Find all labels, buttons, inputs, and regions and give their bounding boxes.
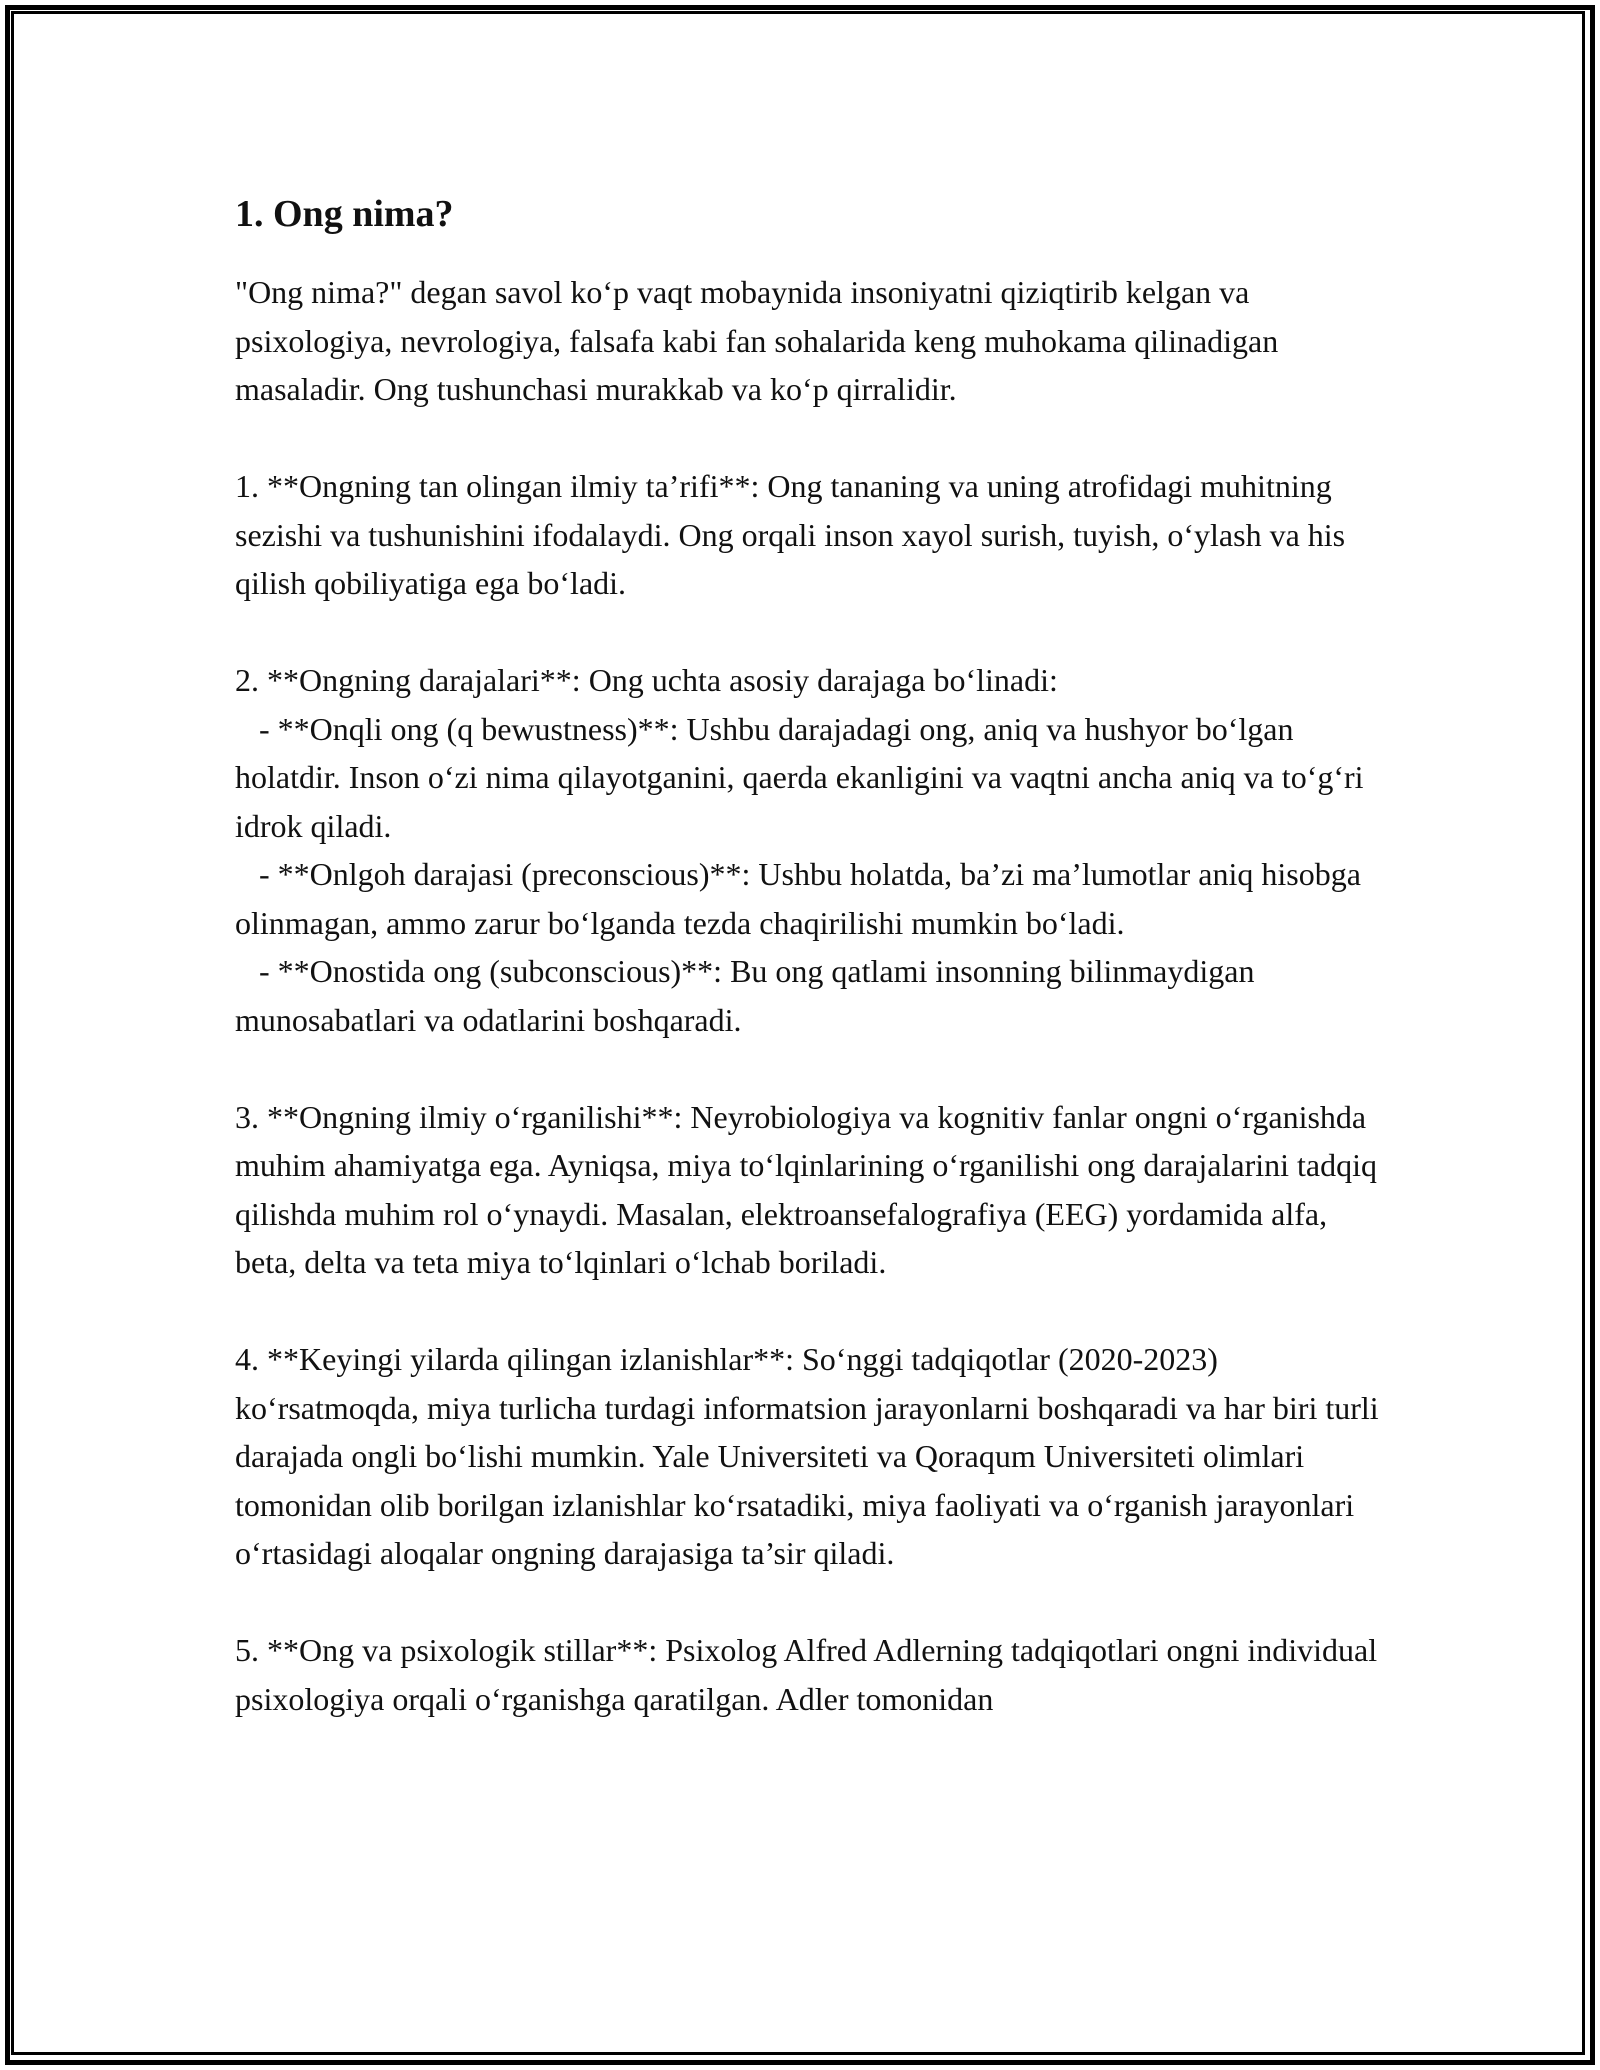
page-title: 1. Ong nima?	[235, 193, 454, 235]
paragraph-spacer	[235, 1044, 1385, 1093]
paragraph-spacer	[235, 1578, 1385, 1627]
section-1-paragraph: 1. **Ongning tan olingan ilmiy ta’rifi**: Ong tananing va uning atrofidagi muhitning sezishi va tushunishini ifodalaydi. Ong orqali inson xayol surish, tuyish, o‘ylash va his qilish qobiliyatiga ega bo‘ladi.	[235, 468, 1354, 601]
section-3-paragraph: 3. **Ongning ilmiy o‘rganilishi**: Neyrobiologiya va kognitiv fanlar ongni o‘rganishda muhim ahamiyatga ega. Ayniqsa, miya to‘lqinlarining o‘rganilishi ong darajalarini tadqiq qilishda muhim rol o‘ynaydi. Masalan, elektroansefalografiya (EEG) yordamida alfa, beta, delta va teta miya to‘lqinlari o‘lchab boriladi.	[235, 1098, 1385, 1280]
intro-paragraph: "Ong nima?" degan savol ko‘p vaqt mobaynida insoniyatni qiziqtirib kelgan va psixologiya, nevrologiya, falsafa kabi fan sohalarida keng muhokama qilinadigan masaladir. Ong tushunchasi murakkab va ko‘p qirralidir.	[235, 274, 1287, 407]
document-body	[235, 190, 1385, 1723]
paragraph-spacer	[235, 608, 1385, 657]
paragraph-spacer	[235, 414, 1385, 463]
paragraph-spacer	[235, 1287, 1385, 1336]
section-5-paragraph: 5. **Ong va psixologik stillar**: Psixolog Alfred Adlerning tadqiqotlari ongni individual psixologiya orqali o‘rganishga qaratilgan. Adler tomonidan	[235, 1632, 1386, 1717]
section-2-paragraph: 2. **Ongning darajalari**: Ong uchta asosiy darajaga bo‘linadi: - **Onqli ong (q bewustness)**: Ushbu darajadagi ong, aniq va hushyor bo‘lgan holatdir. Inson o‘zi nima qilayotganini, qaerda ekanligini va vaqtni ancha aniq va to‘g‘ri idrok qiladi. - **Onlgoh darajasi (preconscious)**: Ushbu holatda, ba’zi ma’lumotlar aniq hisobga olinmagan, ammo zarur bo‘lganda tezda chaqirilishi mumkin bo‘ladi. - **Onostida ong (subconscious)**: Bu ong qatlami insonning bilinmaydigan munosabatlari va odatlarini boshqaradi.	[235, 662, 1364, 1038]
section-4-paragraph: 4. **Keyingi yilarda qilingan izlanishlar**: So‘nggi tadqiqotlar (2020-2023) ko‘rsatmoqda, miya turlicha turdagi informatsion jarayonlarni boshqaradi va har biri turli darajada ongli bo‘lishi mumkin. Yale Universiteti va Qoraqum Universiteti olimlari tomonidan olib borilgan izlanishlar ko‘rsatadiki, miya faoliyati va o‘rganish jarayonlari o‘rtasidagi aloqalar ongning darajasiga ta’sir qiladi.	[235, 1341, 1387, 1571]
